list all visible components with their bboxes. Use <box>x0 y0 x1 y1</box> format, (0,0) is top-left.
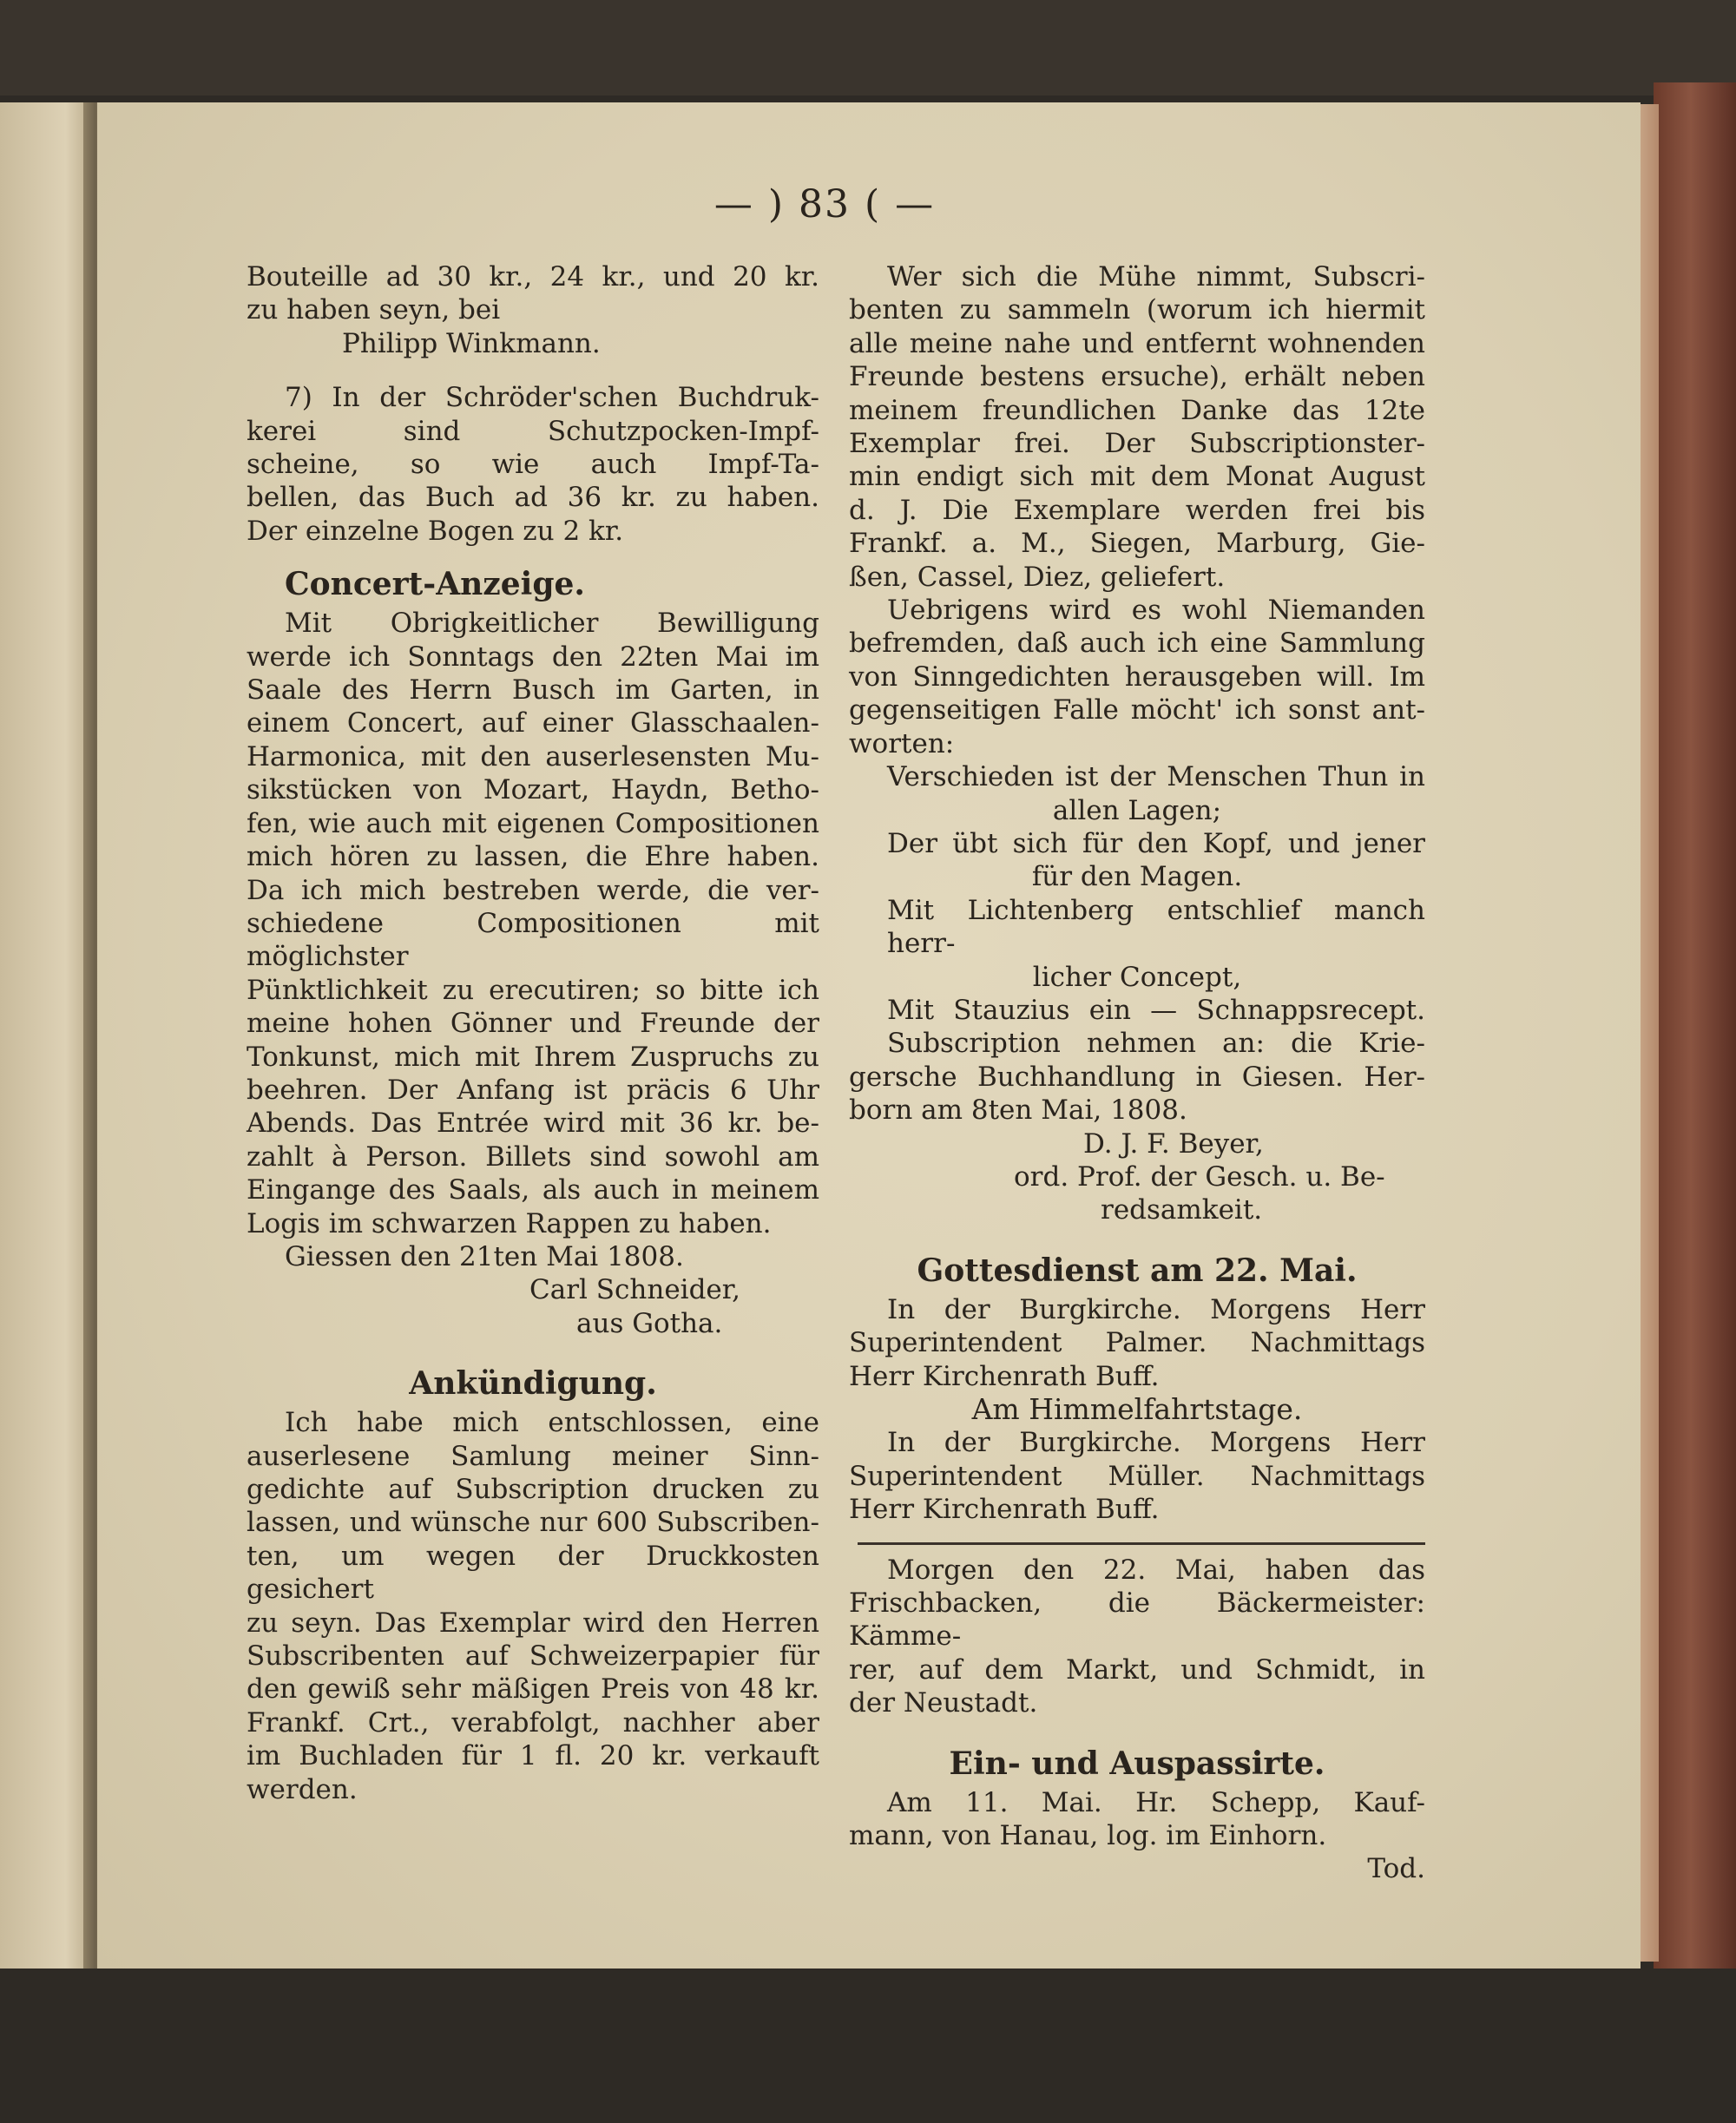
text-line: auserlesene Samlung meiner Sinn- <box>247 1440 819 1472</box>
background-top <box>0 0 1736 95</box>
verse-line: Mit Stauzius ein — Schnappsrecept. <box>887 994 1425 1026</box>
text-line: Ich habe mich entschlossen, eine <box>285 1407 819 1439</box>
text-line: 7) In der Schröder'schen Buchdruk- <box>285 382 819 414</box>
right-column <box>849 260 1425 1886</box>
text-line: im Buchladen für 1 fl. 20 kr. verkauft <box>247 1740 819 1772</box>
text-line: kerei sind Schutzpocken-Impf- <box>247 415 819 447</box>
text-line: befremden, daß auch ich eine Sammlung <box>849 628 1425 660</box>
section-heading: Ankündigung. <box>409 1365 657 1403</box>
text-line: Saale des Herrn Busch im Garten, in <box>247 674 819 707</box>
signature: D. J. F. Beyer, <box>1083 1127 1264 1160</box>
text-line: Superintendent Müller. Nachmittags <box>849 1460 1425 1492</box>
text-line: zu haben seyn, bei <box>247 294 501 326</box>
text-line: Bouteille ad 30 kr., 24 kr., und 20 kr. <box>247 261 819 292</box>
text-line: Frankf. Crt., verabfolgt, nachher aber <box>247 1706 819 1738</box>
text-line: einem Concert, auf einer Glasschaalen- <box>247 707 819 739</box>
text-line: Freunde bestens ersuche), erhält neben <box>849 361 1425 393</box>
text-line: alle meine nahe und entfernt wohnenden <box>849 327 1425 359</box>
verse-line-continuation: für den Magen. <box>1031 861 1243 893</box>
verse-line-continuation: allen Lagen; <box>1052 794 1222 826</box>
text-line: Harmonica, mit den auserlesensten Mu- <box>247 740 819 772</box>
book-cover-edge <box>1654 82 1736 1975</box>
text-line: Uebrigens wird es wohl Niemanden <box>887 595 1425 627</box>
section-heading: Ein- und Auspassirte. <box>949 1745 1325 1782</box>
facing-page-edge <box>0 102 94 1969</box>
text-line: Herr Kirchenrath Buff. <box>849 1360 1160 1392</box>
text-line: Subscription nehmen an: die Krie- <box>887 1028 1425 1060</box>
left-column <box>247 260 819 1806</box>
text-line: zu seyn. Das Exemplar wird den Herren <box>247 1607 819 1639</box>
text-line: Am 11. Mai. Hr. Schepp, Kauf- <box>887 1786 1425 1818</box>
text-line: gedichte auf Subscription drucken zu <box>247 1474 819 1505</box>
subheading: Am Himmelfahrtstage. <box>971 1392 1303 1426</box>
signature: Philipp Winkmann. <box>342 327 601 359</box>
verse-line-continuation: licher Concept, <box>1032 961 1242 993</box>
text-line: ten, um wegen der Druckkosten gesichert <box>247 1540 819 1606</box>
verse-line: Verschieden ist der Menschen Thun in <box>887 761 1425 793</box>
text-line: Subscribenten auf Schweizerpapier für <box>247 1640 819 1673</box>
text-line: fen, wie auch mit eigenen Compositionen <box>247 807 819 839</box>
text-line: Da ich mich bestreben werde, die ver- <box>247 874 819 906</box>
text-line: Frischbacken, die Bäckermeister: Kämme- <box>849 1587 1425 1653</box>
text-line: Morgen den 22. Mai, haben das <box>887 1554 1425 1586</box>
text-line: Pünktlichkeit zu erecutiren; so bitte ich <box>247 974 819 1006</box>
concert-notice <box>247 562 819 1340</box>
text-line: von Sinngedichten herausgeben will. Im <box>849 661 1425 693</box>
text-line: In der Burgkirche. Morgens Herr <box>887 1293 1425 1325</box>
announcement <box>247 1361 819 1806</box>
background-bottom <box>0 1969 1736 2123</box>
page-number: — ) 83 ( — <box>713 182 936 227</box>
text-line: benten zu sammeln (worum ich hiermit <box>849 294 1425 326</box>
text-line: sikstücken von Mozart, Haydn, Betho- <box>247 774 819 806</box>
section-heading: Gottesdienst am 22. Mai. <box>917 1252 1358 1289</box>
text-line: Eingange des Saals, als auch in meinem <box>247 1174 819 1206</box>
text-line: min endigt sich mit dem Monat August <box>849 461 1425 493</box>
notice-7 <box>247 381 819 548</box>
travellers <box>849 1741 1425 1886</box>
dateline: Giessen den 21ten Mai 1808. <box>285 1240 684 1272</box>
text-line: In der Burgkirche. Morgens Herr <box>887 1427 1425 1459</box>
text-line: scheine, so wie auch Impf-Ta- <box>247 449 819 481</box>
text-line: der Neustadt. <box>849 1687 1038 1719</box>
text-line: mich hören zu lassen, die Ehre haben. <box>247 841 819 873</box>
text-line: den gewiß sehr mäßigen Preis von 48 kr. <box>247 1673 819 1706</box>
text-line: bellen, das Buch ad 36 kr. zu haben. <box>247 482 819 514</box>
text-line: Herr Kirchenrath Buff. <box>849 1494 1160 1526</box>
text-line: Abends. Das Entrée wird mit 36 kr. be- <box>247 1108 819 1140</box>
text-line: Tonkunst, mich mit Ihrem Zuspruchs zu <box>247 1041 819 1073</box>
text-line: Logis im schwarzen Rappen zu haben. <box>247 1207 772 1239</box>
text-line: d. J. Die Exemplare werden frei bis <box>849 494 1425 526</box>
text-line: lassen, und wünsche nur 600 Subscriben- <box>247 1507 819 1539</box>
church-service <box>849 1248 1425 1527</box>
signature-title: ord. Prof. der Gesch. u. Be- <box>1014 1160 1385 1193</box>
verse-line: Mit Lichtenberg entschlief manch herr- <box>887 894 1425 960</box>
text-line: Frankf. a. M., Siegen, Marburg, Gie- <box>849 528 1425 560</box>
text-line: ßen, Cassel, Diez, geliefert. <box>849 561 1226 593</box>
text-line: Superintendent Palmer. Nachmittags <box>849 1327 1425 1359</box>
text-line: beehren. Der Anfang ist präcis 6 Uhr <box>247 1074 819 1106</box>
signature-title: redsamkeit. <box>1101 1194 1263 1226</box>
text-line: mann, von Hanau, log. im Einhorn. <box>849 1820 1327 1852</box>
text-line: zahlt à Person. Billets sind sowohl am <box>247 1140 819 1173</box>
divider <box>858 1542 1425 1545</box>
text-line: born am 8ten Mai, 1808. <box>849 1094 1187 1127</box>
text-line: meinem freundlichen Danke das 12te <box>849 394 1425 426</box>
text-line: Mit Obrigkeitlicher Bewilligung <box>285 608 819 640</box>
text-line: Wer sich die Mühe nimmt, Subscri- <box>887 261 1425 292</box>
bakers-notice <box>849 1554 1425 1720</box>
verse-line: Der übt sich für den Kopf, und jener <box>887 827 1425 859</box>
text-line: schiedene Compositionen mit möglichster <box>247 907 819 973</box>
text-line: rer, auf dem Markt, und Schmidt, in <box>849 1653 1425 1686</box>
catchword: Tod. <box>1367 1853 1425 1885</box>
signature: Carl Schneider, <box>529 1274 741 1306</box>
text-line: Exemplar frei. Der Subscriptionster- <box>849 428 1425 460</box>
signature-place: aus Gotha. <box>576 1307 723 1339</box>
text-line: werde ich Sonntags den 22ten Mai im <box>247 641 819 673</box>
text-line: meine hohen Gönner und Freunde der <box>247 1008 819 1040</box>
verse <box>849 760 1425 1027</box>
text-line: worten: <box>849 727 955 759</box>
text-line: gersche Buchhandlung in Giesen. Her- <box>849 1061 1425 1093</box>
text-line: gegenseitigen Falle möcht' ich sonst ant- <box>849 694 1425 726</box>
text-line: werden. <box>247 1773 358 1805</box>
section-heading: Concert-Anzeige. <box>285 566 585 603</box>
text-line: Der einzelne Bogen zu 2 kr. <box>247 515 624 547</box>
